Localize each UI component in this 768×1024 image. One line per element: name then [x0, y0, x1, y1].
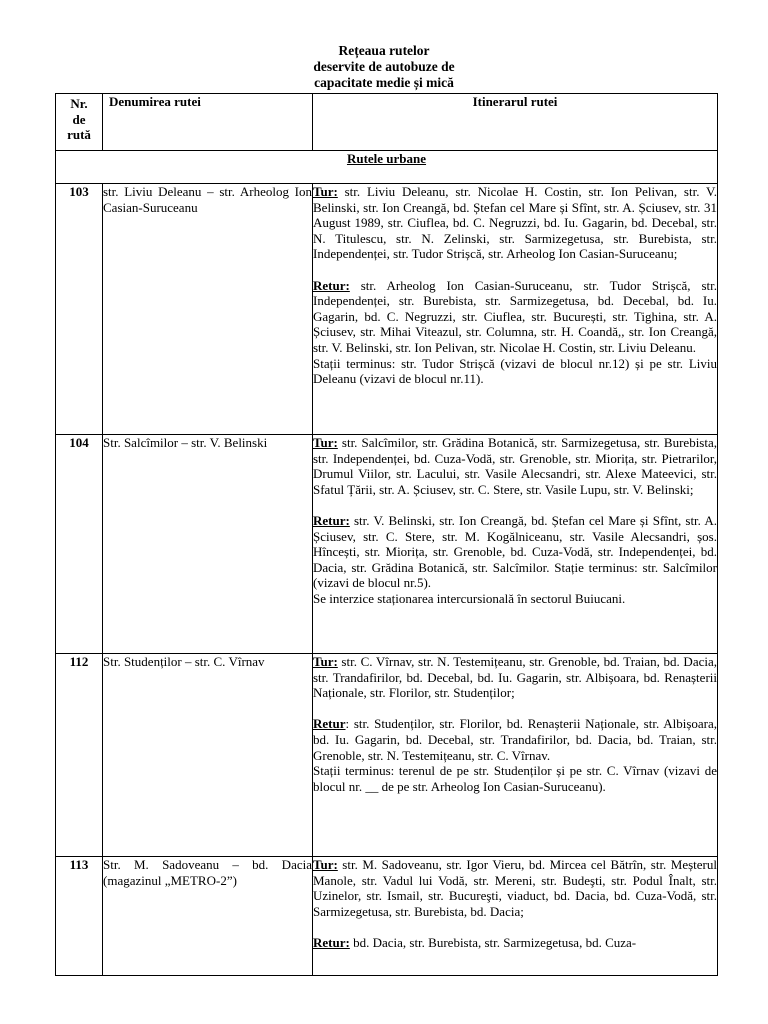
tur-paragraph — [313, 435, 717, 497]
retur-paragraph — [313, 278, 717, 356]
title-line-2: deservite de autobuze de — [313, 59, 455, 74]
route-number: 113 — [56, 857, 103, 976]
retur-text: str. Arheolog Ion Casian-Suruceanu, str. Tudor Strișcă, str. Independenței, str. Burebista, str. Sarmizegetusa, bd. Decebal, bd. Iu. Gagarin, bd. C. Negruzzi, str. Ciuflea, str. București, str. Tighina, str. A. Șciusev, str. Mihai Viteazul, str. Columna, str. H. Coandă,, str. Ion Creangă, str. V. Belinski, str. Ion Pelivan, str. Nicolae H. Costin, str. Liviu Deleanu. — [313, 277, 717, 355]
retur-label: Retur — [313, 716, 346, 732]
header-nr-line1: Nr. — [70, 96, 88, 111]
route-itinerary — [313, 654, 718, 857]
title-line-3: capacitate medie și mică — [314, 75, 454, 90]
tur-paragraph — [313, 654, 717, 701]
retur-paragraph — [313, 513, 717, 591]
tur-text: str. C. Vîrnav, str. N. Testemițeanu, str. Grenoble, bd. Traian, bd. Dacia, str. Trandafirilor, bd. Decebal, bd. Iu. Gagarin, str. Albișoara, bd. Renașterii Naționale, str. Florilor, str. Studenților; — [313, 654, 717, 701]
table-header-row — [56, 94, 718, 151]
table-row — [56, 184, 718, 435]
retur-text: str. V. Belinski, str. Ion Creangă, bd. Ștefan cel Mare și Sfînt, str. A. Șciusev, str. C. Stere, str. M. Kogălniceanu, str. Vasile Alecsandri, șos. Hîncești, str. Miorița, str. Grenoble, bd. Cuza-Vodă, str. Independenței, bd. Dacia, str. Grădina Botanică, str. Salcîmilor. Stație terminus: str. Salcîmilor (vizavi de blocul nr.5). — [313, 512, 717, 591]
retur-label: Retur: — [313, 934, 350, 950]
route-name: Str. M. Sadoveanu – bd. Dacia (magazinul „METRO-2”) — [103, 857, 313, 976]
retur-paragraph — [313, 716, 717, 763]
section-title: Rutele urbane — [346, 151, 427, 166]
route-number: 112 — [56, 654, 103, 857]
tur-label: Tur: — [313, 435, 338, 450]
table-row — [56, 435, 718, 654]
header-route-number — [56, 94, 103, 151]
table-row — [56, 654, 718, 857]
tur-paragraph — [313, 857, 717, 919]
restriction-note: Se interzice staționarea intercursională în sectorul Buiucani. — [313, 590, 626, 606]
tur-text: str. Salcîmilor, str. Grădina Botanică, str. Sarmizegetusa, str. Burebista, str. Independenței, bd. Cuza-Vodă, str. Grenoble, str. Miorița, str. Pietrarilor, Drumul Viilor, str. Lacului, str. Vasile Alecsandri, str. Alexe Mateevici, str. Sfatul Țării, str. A. Șciusev, str. C. Stere, str. Vasile Lupu, str. V. Belinski; — [313, 435, 717, 497]
header-nr-line2: de — [72, 111, 86, 127]
header-nr-line3: rută — [67, 127, 91, 142]
retur-paragraph — [313, 935, 717, 951]
terminus-note: Stații terminus: str. Tudor Strișcă (vizavi de blocul nr.12) și pe str. Liviu Deleanu (vizavi de blocul nr.11). — [313, 355, 717, 387]
retur-label: Retur: — [313, 512, 350, 528]
route-itinerary — [313, 435, 718, 654]
section-row — [56, 151, 718, 184]
document-title — [0, 43, 768, 91]
header-route-name: Denumirea rutei — [103, 94, 313, 151]
tur-label: Tur: — [313, 184, 338, 199]
tur-label: Tur: — [313, 857, 338, 872]
terminus-note: Stații terminus: terenul de pe str. Studenților și pe str. C. Vîrnav (vizavi de blocul nr. __ de pe str. Arheolog Ion Casian-Suruceanu). — [313, 763, 717, 794]
route-itinerary — [313, 857, 718, 976]
route-itinerary — [313, 184, 718, 435]
retur-label: Retur: — [313, 277, 350, 293]
route-number: 104 — [56, 435, 103, 654]
routes-table — [55, 93, 718, 976]
tur-paragraph — [313, 184, 717, 262]
route-name: Str. Salcîmilor – str. V. Belinski — [103, 435, 313, 654]
retur-text: bd. Dacia, str. Burebista, str. Sarmizegetusa, bd. Cuza- — [349, 934, 637, 950]
section-title-cell — [56, 151, 718, 184]
header-itinerary: Itinerarul rutei — [313, 94, 718, 151]
tur-text: str. Liviu Deleanu, str. Nicolae H. Costin, str. Ion Pelivan, str. V. Belinski, str. Ion Creangă, bd. Ștefan cel Mare și Sfînt, str. A. Șciusev, str. 31 August 1989, str. Ciuflea, bd. C. Negruzzi, bd. Iu. Gagarin, bd. Decebal, str. N. Titulescu, str. N. Zelinski, str. Sarmizegetusa, str. Burebista, str. Independenței, str. Tudor Strișcă, str. Arheolog Ion Casian-Suruceanu; — [313, 184, 717, 262]
tur-label: Tur: — [313, 654, 338, 669]
route-number: 103 — [56, 184, 103, 435]
title-line-1: Rețeaua rutelor — [338, 43, 430, 58]
table-row — [56, 857, 718, 976]
retur-text: : str. Studenților, str. Florilor, bd. Renașterii Naționale, str. Albișoara, bd. Iu. Gagarin, bd. Decebal, str. Trandafirilor, bd. Dacia, bd. Traian, str. Grenoble, str. N. Testemițeanu, str. C. Vîrnav. — [313, 716, 717, 763]
route-name: str. Liviu Deleanu – str. Arheolog Ion Casian-Suruceanu — [103, 184, 313, 435]
route-name: Str. Studenților – str. C. Vîrnav — [103, 654, 313, 857]
tur-text: str. M. Sadoveanu, str. Igor Vieru, bd. Mircea cel Bătrîn, str. Meșterul Manole, str. Vadul lui Vodă, str. Mereni, str. Budeşti, str. Podul Înalt, str. Uzinelor, str. Ismail, str. Bucureşti, viaduct, bd. Dacia, bd. Cuza-Vodă, str. Sarmizegetusa, str. Burebista, bd. Dacia; — [313, 857, 717, 919]
